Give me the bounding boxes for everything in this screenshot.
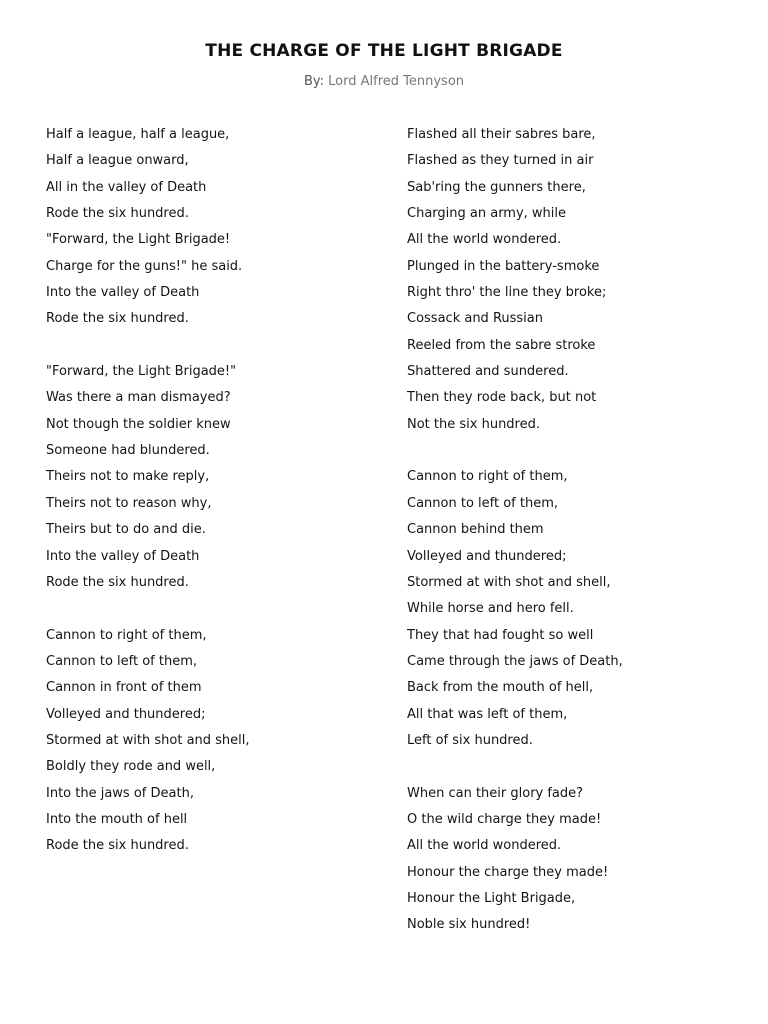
poem-line: Rode the six hundred. (46, 574, 189, 590)
poem-line: Stormed at with shot and shell, (46, 732, 250, 748)
poem-line: Theirs but to do and die. (46, 522, 206, 538)
poem-line: Volleyed and thundered; (407, 548, 567, 564)
poem-line: Theirs not to reason why, (46, 495, 212, 511)
poem-line: Into the mouth of hell (46, 811, 188, 827)
poem-line: Honour the charge they made! (407, 864, 609, 880)
poem-line: Came through the jaws of Death, (407, 653, 623, 669)
poem-line: Boldly they rode and well, (46, 759, 216, 775)
poem-line: Cannon behind them (407, 522, 544, 538)
poem-line: Rode the six hundred. (46, 206, 189, 222)
poem-title: THE CHARGE OF THE LIGHT BRIGADE (205, 41, 563, 61)
byline-prefix: By: (303, 74, 325, 89)
poem-line: Plunged in the battery-smoke (407, 258, 600, 274)
stanza-break (46, 596, 250, 622)
poem-line: While horse and hero fell. (407, 601, 574, 617)
poem-line: Cannon to right of them, (46, 627, 207, 643)
poem-line: All that was left of them, (407, 706, 568, 722)
poem-line: Then they rode back, but not (407, 390, 597, 406)
poem-line: Sab'ring the gunners there, (407, 179, 586, 195)
poem-line: Into the jaws of Death, (46, 785, 194, 801)
poem-line: Charging an army, while (407, 206, 567, 222)
poem-line: Into the valley of Death (46, 285, 200, 301)
poem-line: O the wild charge they made! (407, 811, 602, 827)
poem-line: Right thro' the line they broke; (407, 285, 607, 301)
poem-line: Cannon to left of them, (46, 653, 198, 669)
poem-line: Reeled from the sabre stroke (407, 337, 596, 353)
poem-line: Rode the six hundred. (46, 838, 189, 854)
byline (0, 74, 768, 89)
poem-column-right (407, 122, 623, 939)
poem-line: Not though the soldier knew (46, 416, 231, 432)
poem-line: Half a league onward, (46, 153, 189, 169)
poem-line: All the world wondered. (407, 838, 562, 854)
poem-line: Cannon to right of them, (407, 469, 568, 485)
poem-line: Flashed as they turned in air (407, 153, 594, 169)
poem-line: "Forward, the Light Brigade! (46, 232, 231, 248)
author-name: Lord Alfred Tennyson (328, 74, 465, 89)
stanza-break (407, 438, 623, 464)
poem-line: Into the valley of Death (46, 548, 200, 564)
stanza-break (407, 754, 623, 780)
poem-line: All the world wondered. (407, 232, 562, 248)
stanza-break (46, 333, 250, 359)
poem-line: All in the valley of Death (46, 179, 207, 195)
poem-line: Stormed at with shot and shell, (407, 574, 611, 590)
poem-line: Honour the Light Brigade, (407, 890, 576, 906)
poem-line: Someone had blundered. (46, 443, 210, 459)
poem-line: Noble six hundred! (407, 917, 531, 933)
poem-line: Flashed all their sabres bare, (407, 127, 596, 142)
poem-line: Charge for the guns!" he said. (46, 258, 243, 274)
poem-line: Cannon in front of them (46, 680, 202, 696)
poem-line: Was there a man dismayed? (46, 390, 231, 406)
poem-line: When can their glory fade? (407, 785, 584, 801)
poem-line: Cannon to left of them, (407, 495, 559, 511)
poem-line: Not the six hundred. (407, 416, 540, 432)
poem-line: Cossack and Russian (407, 311, 543, 327)
poem-line: Back from the mouth of hell, (407, 680, 594, 696)
poem-line: Rode the six hundred. (46, 311, 189, 327)
poem-line: Theirs not to make reply, (46, 469, 210, 485)
poem-column-left (46, 122, 250, 860)
poem-line: Shattered and sundered. (407, 364, 569, 380)
poem-line: "Forward, the Light Brigade!" (46, 364, 237, 380)
poem-line: Left of six hundred. (407, 732, 533, 748)
poem-line: They that had fought so well (407, 627, 594, 643)
poem-line: Half a league, half a league, (46, 127, 230, 142)
poem-line: Volleyed and thundered; (46, 706, 206, 722)
